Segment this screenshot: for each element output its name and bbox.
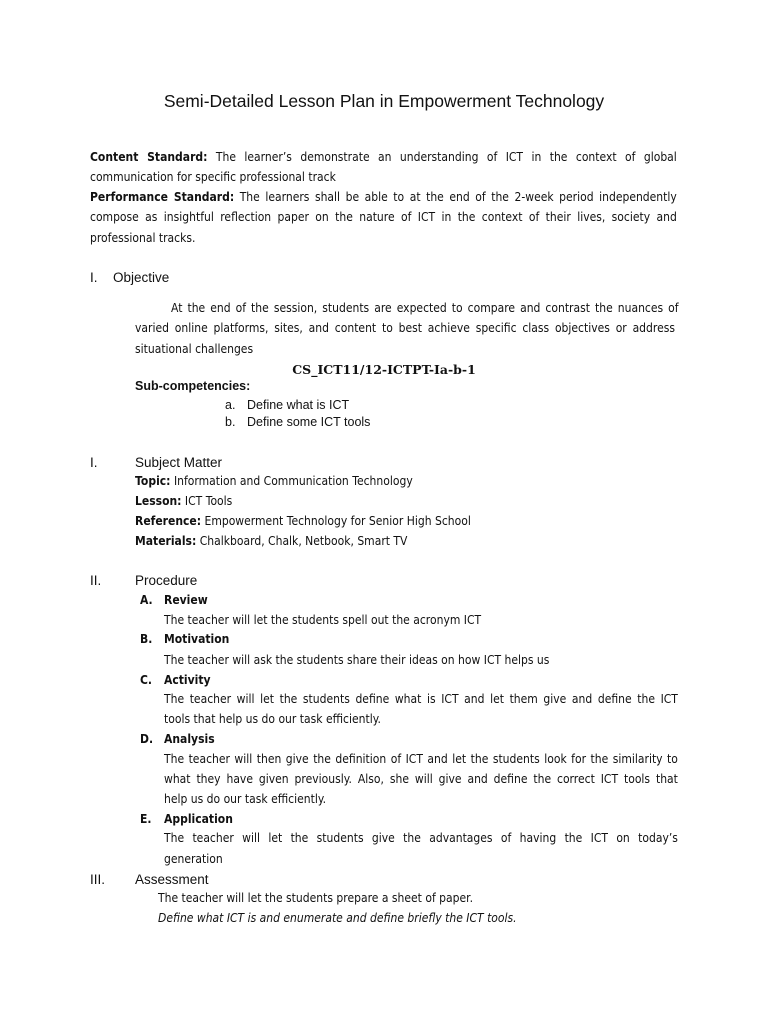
step-text: The teacher will let the students define what is ICT and let them give and define the ICT	[164, 692, 678, 706]
step-title: Application	[164, 812, 233, 826]
objective-line-1: At the end of the session, students are expected to compare and contrast the nuances of	[171, 301, 679, 315]
objective-numeral: I.	[90, 270, 98, 285]
step-title: Review	[164, 593, 208, 607]
performance-standard-line-1: Performance Standard: The learners shall be able to at the end of the 2-week period independently	[90, 190, 677, 204]
objective-line-2: varied online platforms, sites, and content to best achieve specific class objectives or address	[135, 321, 675, 335]
subject-matter-numeral: I.	[90, 455, 98, 470]
step-text: The teacher will then give the definition of ICT and let the students look for the similarity to	[164, 752, 678, 766]
objective-heading: Objective	[113, 270, 170, 285]
step-title: Activity	[164, 673, 211, 687]
objective-line-3: situational challenges	[135, 342, 254, 356]
content-standard-label: Content Standard:	[90, 150, 208, 164]
subcompetency-marker: a.	[225, 398, 236, 412]
step-marker: B.	[140, 632, 153, 646]
competency-code: CS_ICT11/12-ICTPT-Ia-b-1	[292, 362, 476, 377]
performance-standard-line-3: professional tracks.	[90, 231, 196, 245]
assessment-heading: Assessment	[135, 872, 209, 887]
step-text: generation	[164, 852, 223, 866]
step-text: tools that help us do our task efficiently.	[164, 712, 381, 726]
subcompetencies-label: Sub-competencies:	[135, 379, 251, 393]
step-text: The teacher will let the students give the advantages of having the ICT on today’s	[164, 831, 678, 845]
step-title: Analysis	[164, 732, 215, 746]
step-text: The teacher will let the students spell out the acronym ICT	[164, 613, 482, 627]
step-text: what they have given previously. Also, she will give and define the correct ICT tools that	[164, 772, 678, 786]
page-title: Semi-Detailed Lesson Plan in Empowerment Technology	[163, 91, 605, 111]
subcompetency-item: Define some ICT tools	[247, 415, 371, 429]
step-marker: C.	[140, 673, 153, 687]
step-text: help us do our task efficiently.	[164, 792, 327, 806]
step-marker: E.	[140, 812, 152, 826]
subject-topic: Topic: Information and Communication Technology	[135, 474, 413, 488]
performance-standard-label: Performance Standard:	[90, 190, 235, 204]
subcompetency-marker: b.	[225, 415, 236, 429]
assessment-numeral: III.	[90, 872, 106, 887]
content-standard-line-2: communication for specific professional track	[90, 170, 336, 184]
subject-matter-heading: Subject Matter	[135, 455, 223, 470]
assessment-line-1: The teacher will let the students prepare a sheet of paper.	[158, 891, 474, 905]
step-marker: A.	[140, 593, 153, 607]
assessment-line-2: Define what ICT is and enumerate and define briefly the ICT tools.	[158, 911, 517, 925]
content-standard-line-1: Content Standard: The learner’s demonstrate an understanding of ICT in the context of global	[90, 150, 677, 164]
step-text: The teacher will ask the students share their ideas on how ICT helps us	[164, 653, 550, 667]
subcompetency-item: Define what is ICT	[247, 398, 350, 412]
step-marker: D.	[140, 732, 154, 746]
subject-materials: Materials: Chalkboard, Chalk, Netbook, Smart TV	[135, 534, 408, 548]
procedure-numeral: II.	[90, 573, 102, 588]
procedure-heading: Procedure	[135, 573, 198, 588]
subject-lesson: Lesson: ICT Tools	[135, 494, 233, 508]
step-title: Motivation	[164, 632, 230, 646]
subject-reference: Reference: Empowerment Technology for Senior High School	[135, 514, 471, 528]
performance-standard-line-2: compose as insightful reflection paper on the nature of ICT in the context of their lives, society and	[90, 210, 677, 224]
